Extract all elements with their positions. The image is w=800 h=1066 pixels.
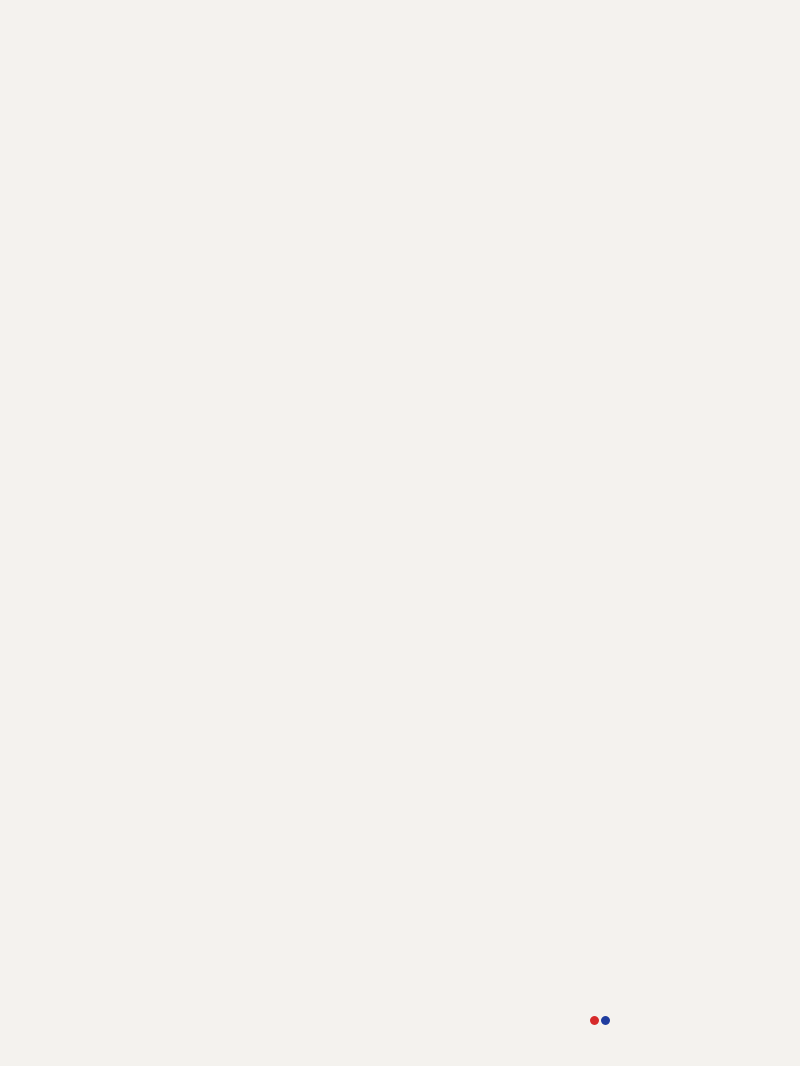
publisher-logo (590, 1016, 616, 1025)
ecg-fine-fibrillation-strip (90, 595, 564, 763)
blue-dot-icon (601, 1016, 610, 1025)
ecg-coarse-fibrillation-strip (90, 791, 564, 976)
red-dot-icon (590, 1016, 599, 1025)
